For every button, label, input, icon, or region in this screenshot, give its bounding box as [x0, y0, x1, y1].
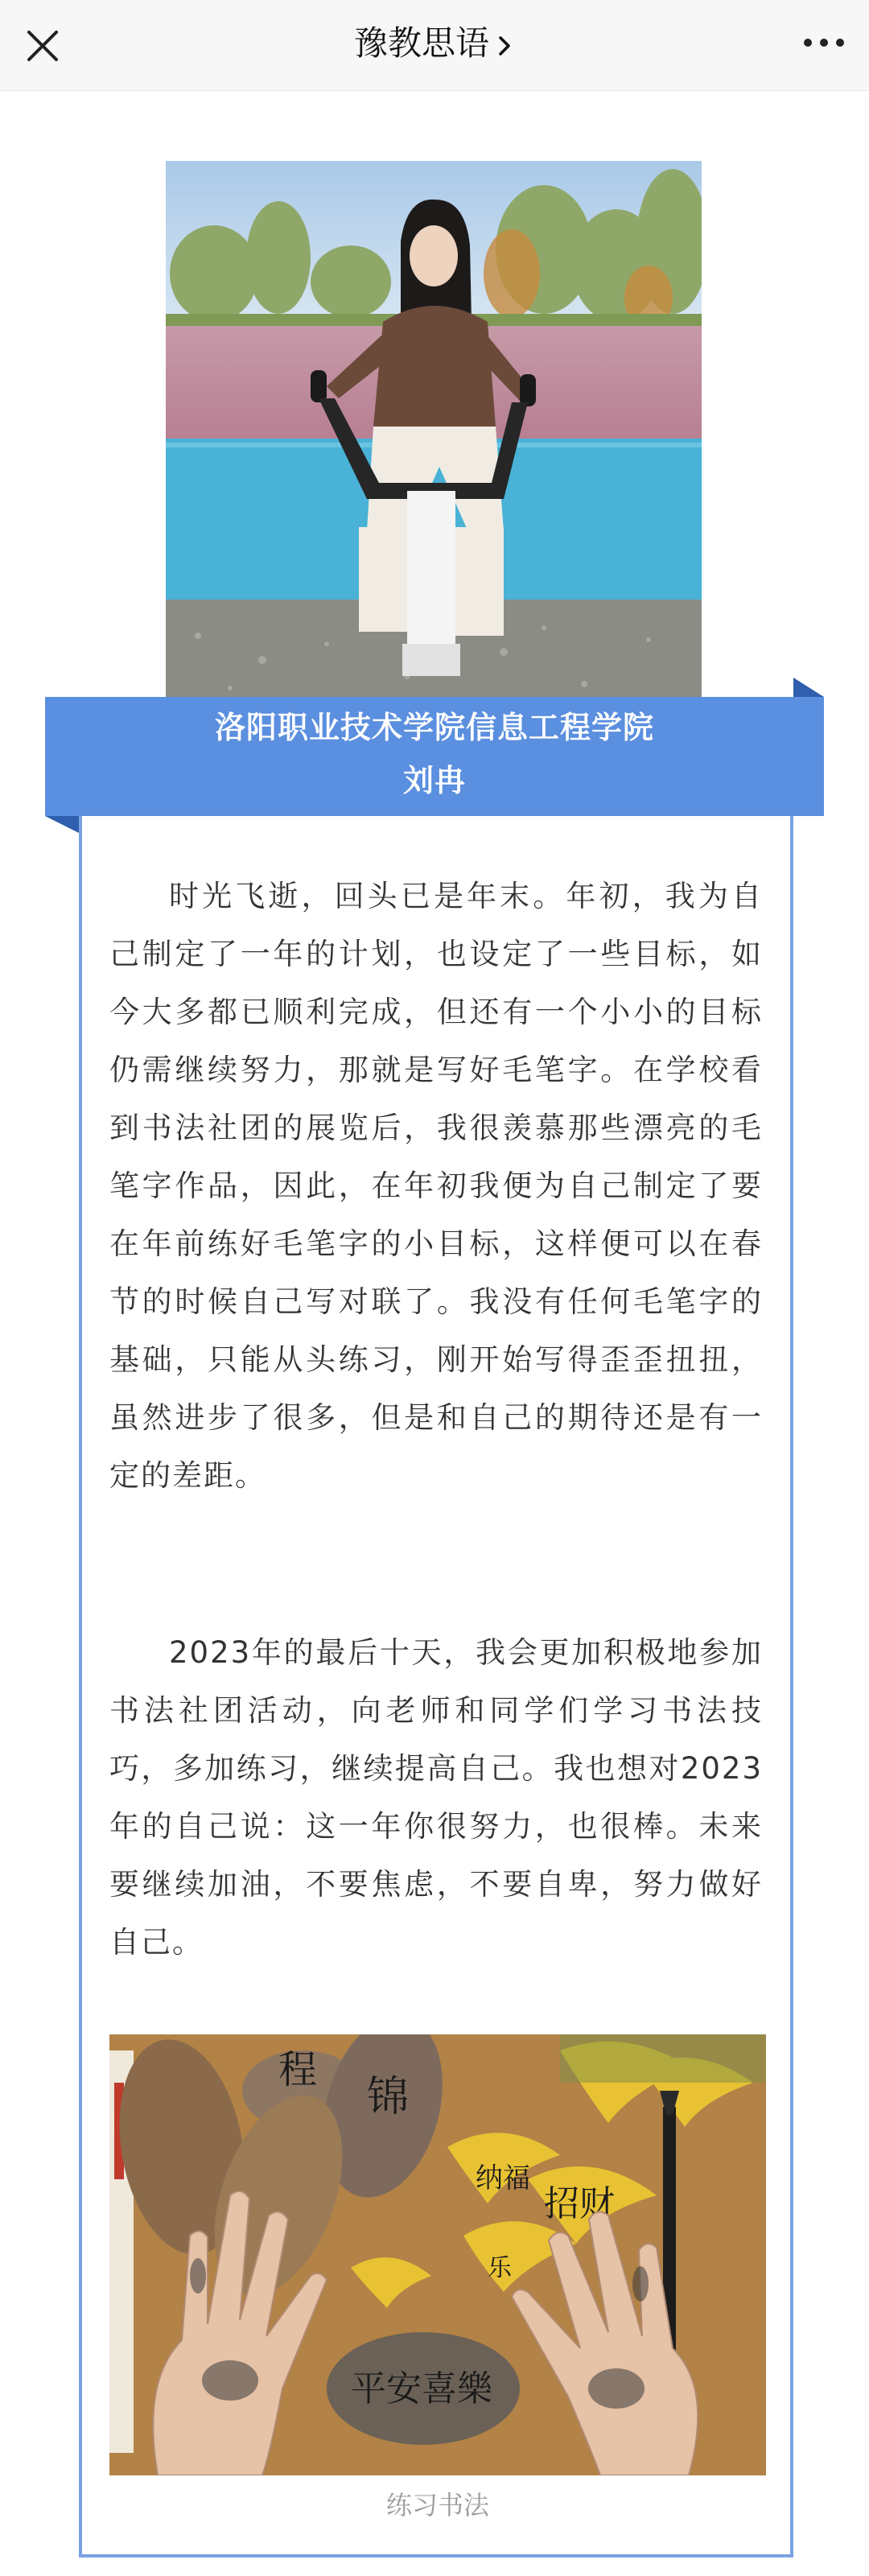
leaf-char-3: 纳福: [476, 2162, 530, 2195]
page-title: 豫教思语: [353, 23, 489, 63]
article-paragraph-2: 2023年的最后十天，我会更加积极地参加书法社团活动，向老师和同学们学习书法技巧，多加练习，继续提高自己。我也想对2023年的自己说：这一年你很努力，也很棒。未来要继续加油，不要焦虑，不要自卑，努力做好自己。: [109, 1635, 763, 1960]
more-icon[interactable]: [800, 31, 848, 55]
institution-name: 洛阳职业技术学院信息工程学院: [214, 710, 654, 745]
author-name: 刘冉: [402, 763, 466, 798]
author-photo: [166, 161, 702, 700]
leaf-char-1: 程: [278, 2047, 318, 2092]
leaf-char-2: 锦: [367, 2073, 410, 2121]
leaf-char-4: 招财: [544, 2183, 615, 2224]
leaf-char-5: 平安喜樂: [351, 2368, 492, 2409]
photo-caption: 练习书法: [385, 2490, 489, 2520]
chevron-right-icon: [494, 35, 515, 56]
leaf-char-6: 乐: [488, 2254, 512, 2282]
calligraphy-practice-photo: [109, 2034, 766, 2475]
account-title-link[interactable]: [0, 19, 869, 68]
banner-fold-left: [45, 816, 80, 834]
top-nav-bar: [0, 0, 869, 91]
banner-fold-right: [793, 678, 824, 697]
article-paragraph-1: 时光飞逝，回头已是年末。年初，我为自己制定了一年的计划，也设定了一些目标，如今大多都已顺利完成，但还有一个小小的目标仍需继续努力，那就是写好毛笔字。在学校看到书法社团的展览后，我很羡慕那些漂亮的毛笔字作品，因此，在年初我便为自己制定了要在年前练好毛笔字的小目标，这样便可以在春节的时候自己写对联了。我没有任何毛笔字的基础，只能从头练习，刚开始写得歪歪扭扭，虽然进步了很多，但是和自己的期待还是有一定的差距。: [109, 879, 763, 1493]
